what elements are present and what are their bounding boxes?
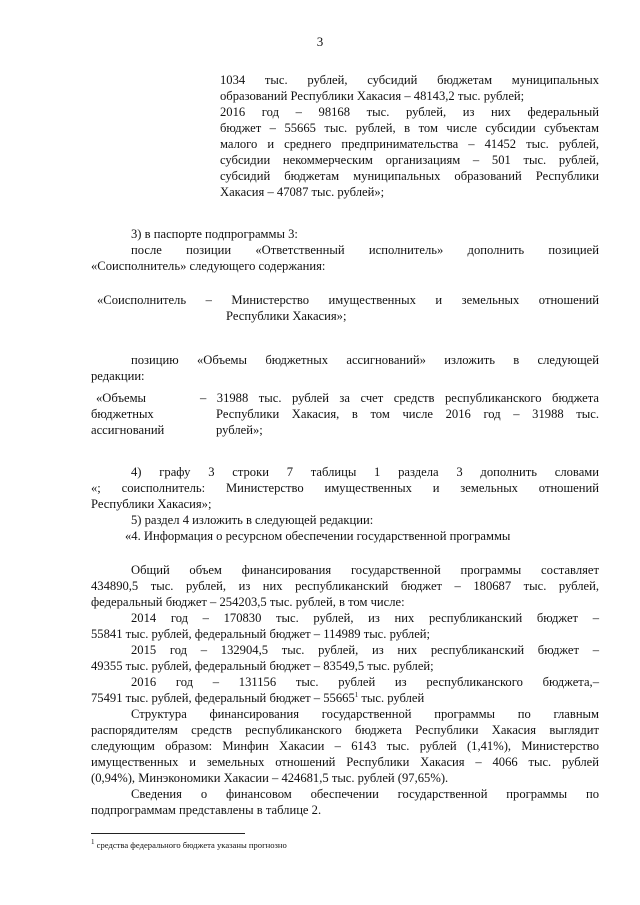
text-line: 4) графу 3 строки 7 таблицы 1 раздела 3 дополнить словами xyxy=(131,465,599,479)
volume-label: бюджетных xyxy=(91,407,154,421)
text-line: Хакасия – 47087 тыс. рублей»; xyxy=(220,185,385,199)
item-3-heading: 3) в паспорте подпрограммы 3: xyxy=(131,227,298,241)
text-line: 49355 тыс. рублей, федеральный бюджет – 83549,5 тыс. рублей; xyxy=(91,659,434,673)
volume-value: рублей»; xyxy=(216,423,263,437)
text-line: бюджет – 55665 тыс. рублей, в том числе субсидии субъектам xyxy=(220,121,599,135)
footnote-text: средства федерального бюджета указаны прогнозно xyxy=(94,840,287,850)
text-line: 55841 тыс. рублей, федеральный бюджет – 114989 тыс. рублей; xyxy=(91,627,431,641)
text-line: Сведения о финансовом обеспечении государственной программы по xyxy=(131,787,599,801)
text-line: 2016 год – 131156 тыс. рублей из республиканского бюджета,– xyxy=(131,675,599,689)
text-line: Структура финансирования государственной программы по главным xyxy=(131,707,599,721)
footnote-ref: 1 xyxy=(354,690,359,699)
volume-value: Республики Хакасия, в том числе 2016 год – 31988 тыс. xyxy=(216,407,599,421)
text-line: распорядителям средств республиканского бюджета Республики Хакасия выглядит xyxy=(91,723,599,737)
text-line: редакции: xyxy=(91,369,145,383)
text-line: «Соисполнитель» следующего содержания: xyxy=(91,259,326,273)
text-line: 2015 год – 132904,5 тыс. рублей, из них республиканский бюджет – xyxy=(131,643,599,657)
text-line: субсидий бюджетам муниципальных образований Республики xyxy=(220,169,599,183)
text-line: «; соисполнитель: Министерство имущественных и земельных отношений xyxy=(91,481,599,495)
section-heading: «4. Информация о ресурсном обеспечении государственной программы xyxy=(125,529,511,543)
co-executor-line: «Соисполнитель – Министерство имущественных и земельных отношений xyxy=(97,293,599,307)
footnote-mark: 1 xyxy=(91,838,95,847)
text-line: имущественных и земельных отношений Республики Хакасия – 4066 тыс. рублей xyxy=(91,755,599,769)
text-line: (0,94%), Минэкономики Хакасии – 424681,5 тыс. рублей (97,65%). xyxy=(91,771,449,785)
text-line: 434890,5 тыс. рублей, из них республиканский бюджет – 180687 тыс. рублей, xyxy=(91,579,599,593)
text-line: образований Республики Хакасия – 48143,2 тыс. рублей; xyxy=(220,89,525,103)
text-line xyxy=(91,690,424,706)
text-line: 2014 год – 170830 тыс. рублей, из них республиканский бюджет – xyxy=(131,611,599,625)
text-segment: тыс. рублей xyxy=(358,691,425,705)
text-line: следующим образом: Минфин Хакасии – 6143 тыс. рублей (1,41%), Министерство xyxy=(91,739,599,753)
page-number: 3 xyxy=(316,34,324,49)
text-line: Республики Хакасия»; xyxy=(91,497,212,511)
text-line: 5) раздел 4 изложить в следующей редакции: xyxy=(131,513,374,527)
text-line: 1034 тыс. рублей, субсидий бюджетам муниципальных xyxy=(220,73,599,87)
volume-value: – 31988 тыс. рублей за счет средств республиканского бюджета xyxy=(200,391,599,405)
text-line: после позиции «Ответственный исполнитель» дополнить позицией xyxy=(131,243,599,257)
text-line: малого и среднего предпринимательства – 41452 тыс. рублей, xyxy=(220,137,599,151)
text-line: подпрограммам представлены в таблице 2. xyxy=(91,803,322,817)
volume-label: ассигнований xyxy=(91,423,165,437)
text-line: позицию «Объемы бюджетных ассигнований» изложить в следующей xyxy=(131,353,599,367)
footnote xyxy=(91,840,287,850)
text-line: федеральный бюджет – 254203,5 тыс. рублей, в том числе: xyxy=(91,595,405,609)
text-segment: 75491 тыс. рублей, федеральный бюджет – 55665 xyxy=(91,691,355,705)
text-line: Общий объем финансирования государственной программы составляет xyxy=(131,563,599,577)
text-line: субсидии некоммерческим организациям – 501 тыс. рублей, xyxy=(220,153,599,167)
footnote-separator xyxy=(91,833,245,834)
text-line: 2016 год – 98168 тыс. рублей, из них федеральный xyxy=(220,105,599,119)
volume-label: «Объемы xyxy=(96,391,147,405)
co-executor-value: Республики Хакасия»; xyxy=(226,309,347,323)
